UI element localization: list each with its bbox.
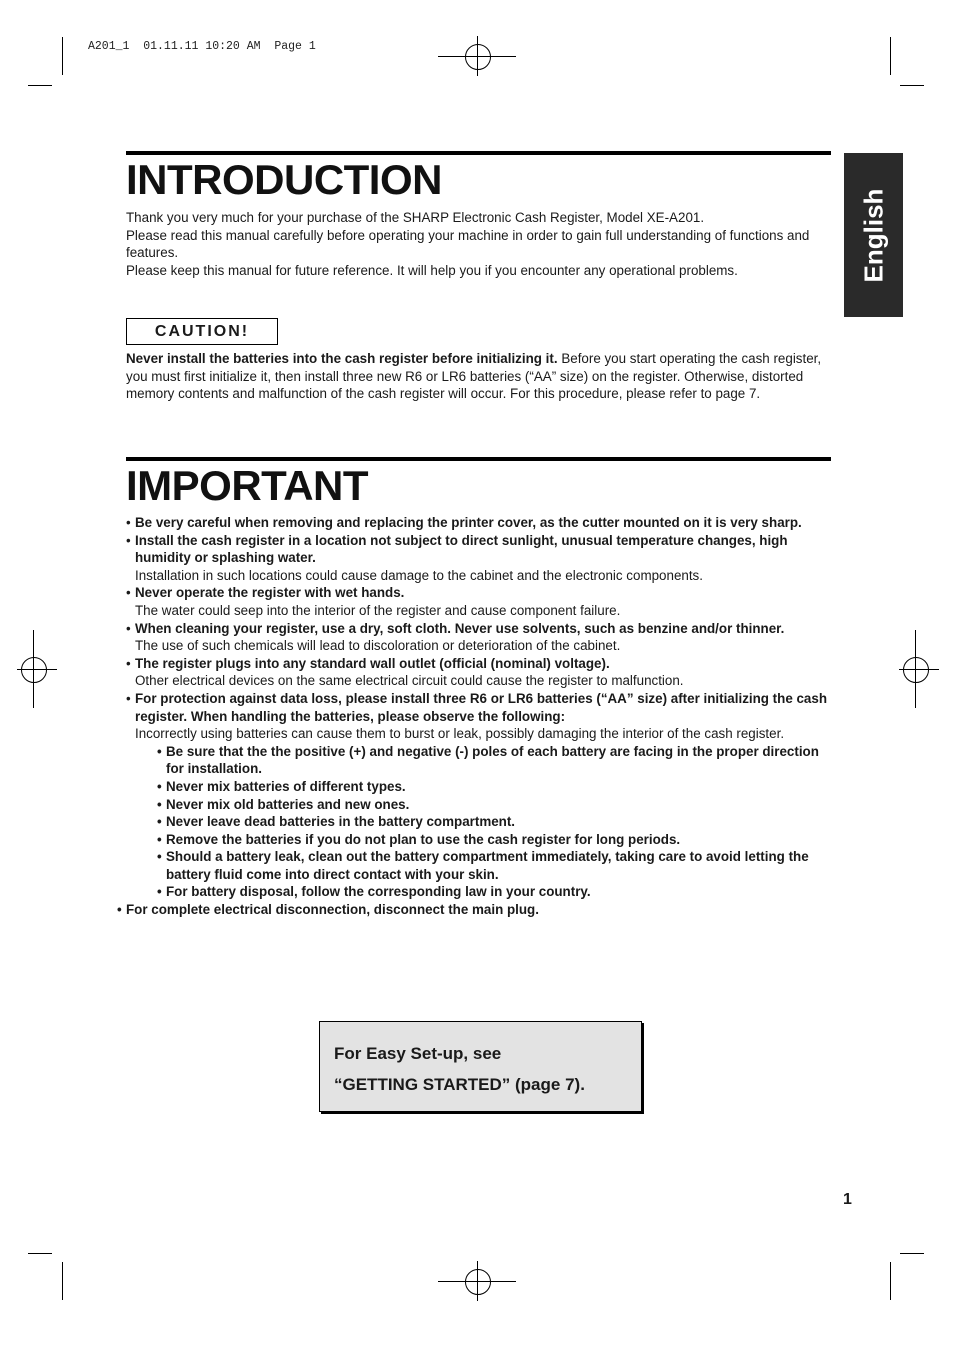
list-item-text: Installation in such locations could cause damage to the cabinet and the electronic components. [135,567,703,583]
list-item-bold: • When cleaning your register, use a dry, soft cloth. Never use solvents, such as benzine and/or thinner. [135,620,785,636]
list-item [126,655,831,690]
easy-setup-note [319,1021,642,1112]
introduction-paragraph: Please keep this manual for future reference. It will help you if you encounter any operational problems. [126,262,738,278]
language-tab [844,153,903,317]
list-item-bold: • Never operate the register with wet hands. [135,585,405,601]
battery-list-item: • For battery disposal, follow the corresponding law in your country. [157,883,831,901]
caution-label: CAUTION! [154,322,250,340]
battery-sublist [135,743,831,901]
list-item-bold: • For protection against data loss, please install three R6 or LR6 batteries (“AA” size) after initializing the cash register. When handling the batteries, please observe the following: [135,690,828,724]
list-item [126,532,831,585]
list-item [126,584,831,619]
battery-list-item: • Never mix batteries of different types. [157,778,831,796]
page-number: 1 [843,1191,852,1208]
important-heading: IMPORTANT [126,462,369,509]
list-item-bold: • Be very careful when removing and replacing the printer cover, as the cutter mounted on it is very sharp. [135,515,802,530]
note-line-2: “GETTING STARTED” (page 7). [334,1075,585,1094]
introduction-rule [126,151,831,155]
introduction-paragraph: Please read this manual carefully before operating your machine in order to gain full understanding of functions and features. [126,227,810,260]
language-tab-label: English [858,188,888,282]
battery-list-item: • Never mix old batteries and new ones. [157,796,831,814]
battery-list-item: • Never leave dead batteries in the battery compartment. [157,813,831,831]
caution-body [126,350,831,403]
note-line-1: For Easy Set-up, see [334,1044,502,1063]
list-item-text: The water could seep into the interior of the register and cause component failure. [135,602,621,618]
battery-list-item: • Should a battery leak, clean out the battery compartment immediately, taking care to avoid letting the battery fluid come into direct contact with your skin. [157,848,831,883]
introduction-body [126,209,831,279]
list-item-text: Other electrical devices on the same electrical circuit could cause the register to malfunction. [135,673,684,689]
list-item-bold: • Install the cash register in a location not subject to direct sunlight, unusual temperature changes, high humidity or splashing water. [135,532,788,566]
important-list [126,514,831,919]
introduction-paragraph: Thank you very much for your purchase of the SHARP Electronic Cash Register, Model XE-A201. [126,210,705,225]
printer-header: A201_1 01.11.11 10:20 AM Page 1 [88,40,316,53]
list-item-bold: • For complete electrical disconnection, disconnect the main plug. [126,902,539,918]
caution-label-box [126,318,278,345]
battery-list-item: • Remove the batteries if you do not plan to use the cash register for long periods. [157,831,831,849]
introduction-heading: INTRODUCTION [126,156,442,203]
list-item [117,901,831,919]
important-rule [126,457,831,461]
caution-text: Before you start operating the cash register, you must first initialize it, then install three new R6 or LR6 batteries (“AA” size) on the register. Otherwise, distorted memory contents and malfunction of the cash register will occur. For this procedure, please refer to page 7. [126,351,822,401]
list-item-text: Incorrectly using batteries can cause them to burst or leak, possibly damaging the interior of the cash register. [135,726,785,742]
list-item [126,620,831,655]
list-item [126,690,831,901]
list-item-bold: • The register plugs into any standard wall outlet (official (nominal) voltage). [135,655,610,671]
caution-bold-text: Never install the batteries into the cash register before initializing it. [126,351,558,366]
battery-list-item: • Be sure that the the positive (+) and negative (-) poles of each battery are facing in the proper direction for installation. [157,743,831,778]
list-item-text: The use of such chemicals will lead to discoloration or deterioration of the cabinet. [135,638,621,654]
list-item [126,514,831,532]
